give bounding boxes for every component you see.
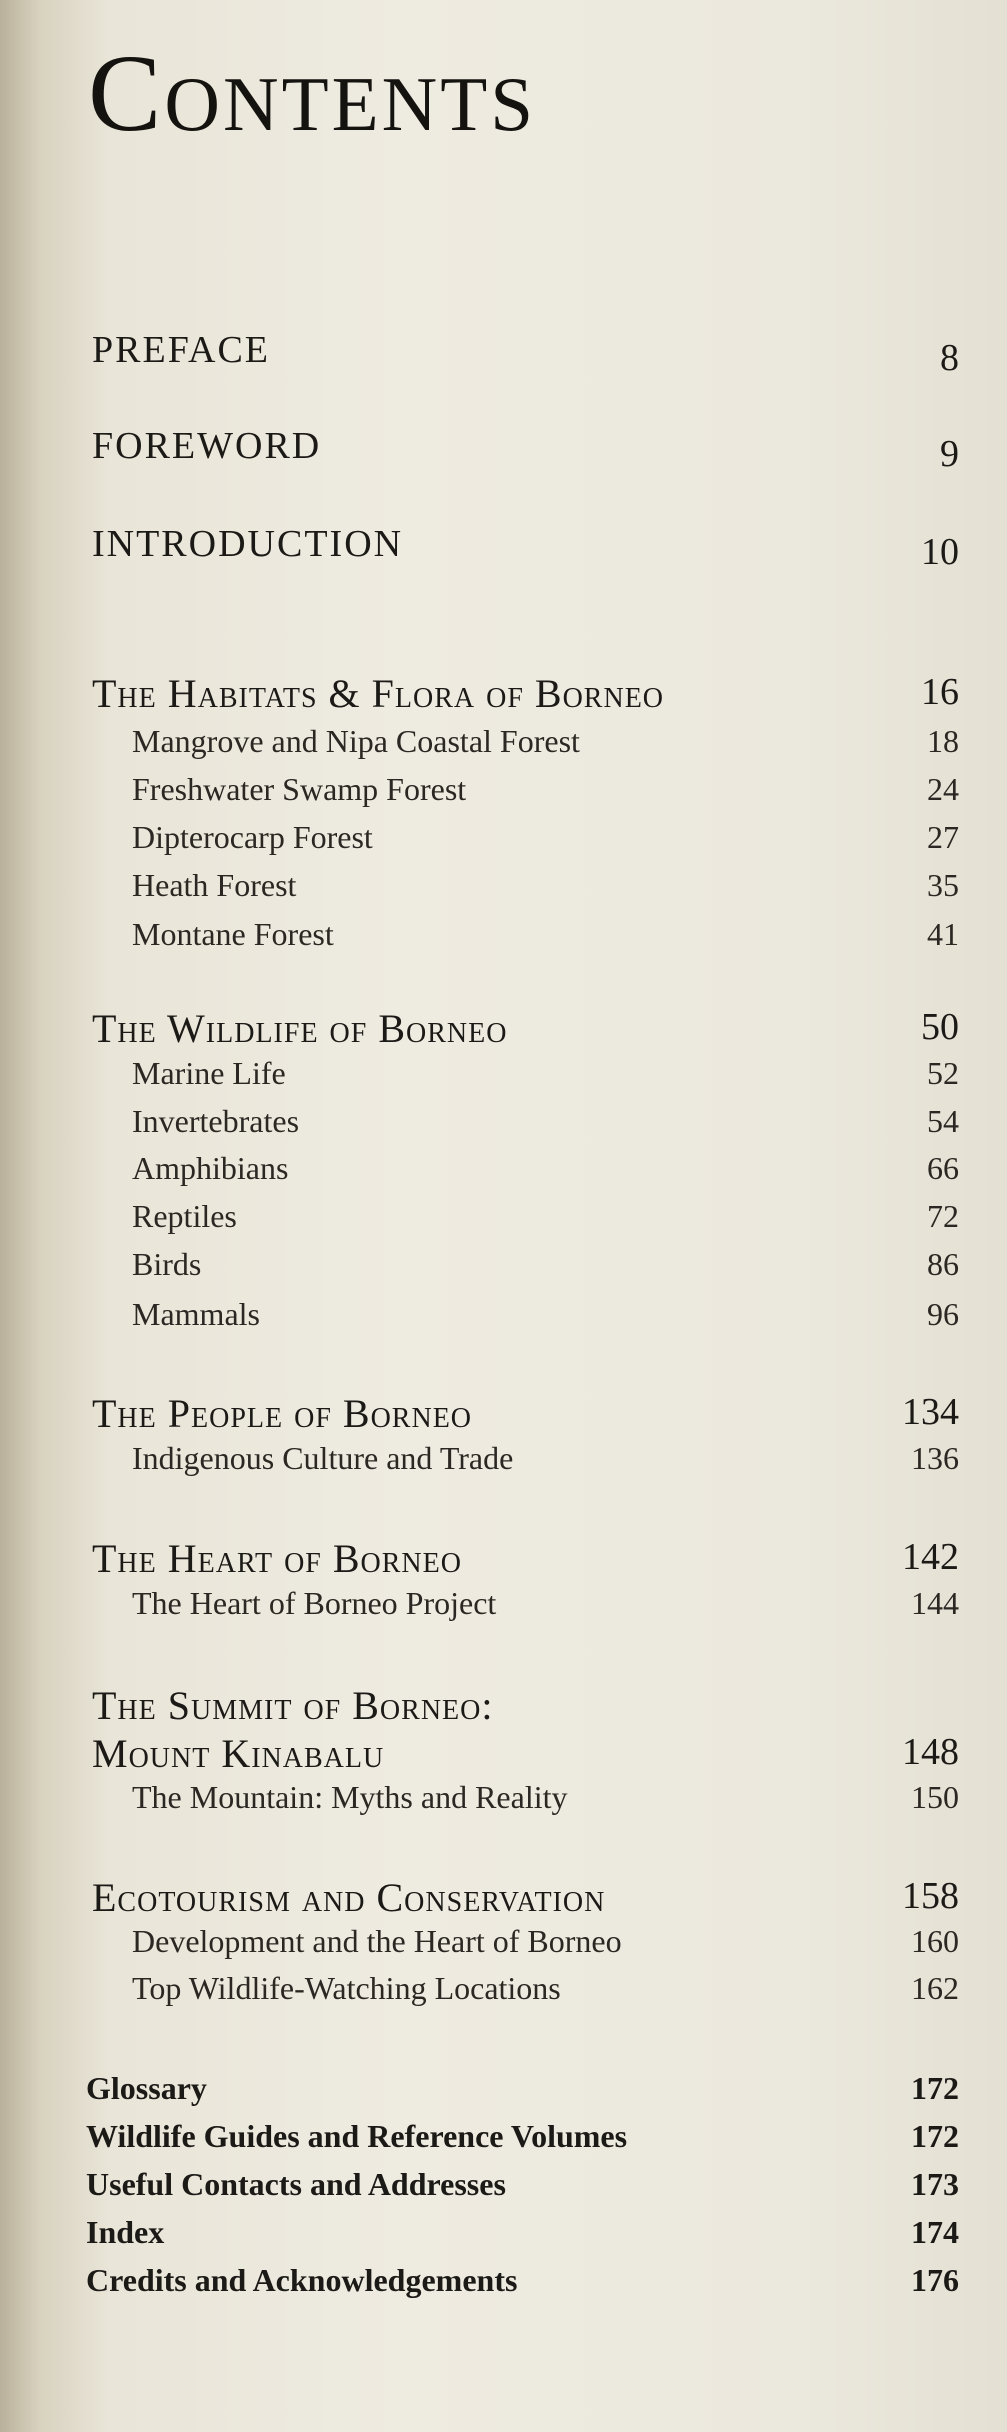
toc-entry-page: 150 xyxy=(911,1779,959,1815)
toc-section-wildlife[interactable] xyxy=(0,1005,1007,1055)
toc-section-summit[interactable] xyxy=(0,1682,1007,1732)
toc-entry[interactable] xyxy=(0,867,1007,917)
toc-entry-glossary[interactable] xyxy=(0,2070,1007,2120)
toc-entry-page: 72 xyxy=(927,1198,959,1234)
toc-entry-label: Mammals xyxy=(132,1296,260,1332)
toc-entry-label: Indigenous Culture and Trade xyxy=(132,1440,514,1476)
toc-entry[interactable] xyxy=(0,916,1007,966)
toc-entry-label: Heath Forest xyxy=(132,867,297,903)
toc-entry-page: 176 xyxy=(911,2262,959,2298)
toc-entry[interactable] xyxy=(0,1150,1007,1200)
toc-entry[interactable] xyxy=(0,1923,1007,1973)
toc-entry-label: Birds xyxy=(132,1246,202,1282)
toc-entry-page: 160 xyxy=(911,1923,959,1959)
toc-entry-page: 172 xyxy=(911,2118,959,2154)
toc-entry-label: Credits and Acknowledgements xyxy=(86,2262,518,2298)
toc-entry-page: 54 xyxy=(927,1103,959,1139)
toc-section-page: 148 xyxy=(902,1731,959,1773)
toc-entry-page: 35 xyxy=(927,867,959,903)
toc-entry-page: 162 xyxy=(911,1970,959,2006)
toc-section-page: 142 xyxy=(902,1536,959,1578)
toc-entry[interactable] xyxy=(0,723,1007,773)
toc-section-habitats[interactable] xyxy=(0,670,1007,720)
toc-entry-index[interactable] xyxy=(0,2214,1007,2264)
toc-entry[interactable] xyxy=(0,1296,1007,1346)
toc-entry-introduction[interactable] xyxy=(0,522,1007,572)
toc-entry[interactable] xyxy=(0,1198,1007,1248)
toc-entry-label: Invertebrates xyxy=(132,1103,300,1139)
toc-entry-label: INTRODUCTION xyxy=(92,523,404,565)
toc-section-page: 134 xyxy=(902,1391,959,1433)
toc-entry[interactable] xyxy=(0,1585,1007,1635)
toc-section-title: The Habitats & Flora of Borneo xyxy=(92,671,665,716)
toc-entry[interactable] xyxy=(0,1055,1007,1105)
toc-section-page: 158 xyxy=(902,1875,959,1917)
page-title: Contents xyxy=(88,32,537,154)
toc-entry-label: Index xyxy=(86,2214,165,2250)
toc-entry-label: Montane Forest xyxy=(132,916,334,952)
toc-entry-page: 52 xyxy=(927,1055,959,1091)
toc-entry-label: Dipterocarp Forest xyxy=(132,819,373,855)
toc-entry-label: Wildlife Guides and Reference Volumes xyxy=(86,2118,628,2154)
toc-entry-label: Glossary xyxy=(86,2070,207,2106)
toc-entry[interactable] xyxy=(0,1440,1007,1490)
toc-section-page: 50 xyxy=(921,1006,959,1048)
toc-entry-page: 174 xyxy=(911,2214,959,2250)
toc-section-people[interactable] xyxy=(0,1390,1007,1440)
toc-entry-label: Marine Life xyxy=(132,1055,286,1091)
toc-entry-credits[interactable] xyxy=(0,2262,1007,2312)
toc-entry-page: 173 xyxy=(911,2166,959,2202)
toc-entry-label: Top Wildlife-Watching Locations xyxy=(132,1970,561,2006)
toc-entry-foreword[interactable] xyxy=(0,424,1007,474)
toc-section-page: 16 xyxy=(921,671,959,713)
toc-section-ecotourism[interactable] xyxy=(0,1874,1007,1924)
toc-section-title-line1: The Summit of Borneo: xyxy=(92,1683,494,1728)
toc-entry-page: 66 xyxy=(927,1150,959,1186)
toc-entry-label: FOREWORD xyxy=(92,425,322,467)
toc-entry-label: Amphibians xyxy=(132,1150,289,1186)
toc-entry-label: Mangrove and Nipa Coastal Forest xyxy=(132,723,580,759)
toc-entry-label: Freshwater Swamp Forest xyxy=(132,771,467,807)
toc-entry[interactable] xyxy=(0,1970,1007,2020)
toc-entry-label: PREFACE xyxy=(92,329,271,371)
toc-entry-page: 41 xyxy=(927,916,959,952)
toc-entry-label: Reptiles xyxy=(132,1198,237,1234)
toc-entry-page: 86 xyxy=(927,1246,959,1282)
toc-entry-wildlife-guides[interactable] xyxy=(0,2118,1007,2168)
toc-entry-page: 27 xyxy=(927,819,959,855)
toc-section-heart[interactable] xyxy=(0,1535,1007,1585)
toc-entry-page: 136 xyxy=(911,1440,959,1476)
toc-section-title: The Wildlife of Borneo xyxy=(92,1006,508,1051)
toc-entry[interactable] xyxy=(0,1246,1007,1296)
toc-entry-page: 24 xyxy=(927,771,959,807)
toc-entry-label: Useful Contacts and Addresses xyxy=(86,2166,506,2202)
toc-entry-label: The Mountain: Myths and Reality xyxy=(132,1779,568,1815)
toc-entry-label: Development and the Heart of Borneo xyxy=(132,1923,622,1959)
toc-entry-page: 10 xyxy=(921,531,959,573)
toc-entry[interactable] xyxy=(0,1779,1007,1829)
toc-section-title: The People of Borneo xyxy=(92,1391,473,1436)
toc-section-title-line2: Mount Kinabalu xyxy=(92,1731,385,1776)
toc-entry-useful-contacts[interactable] xyxy=(0,2166,1007,2216)
toc-entry[interactable] xyxy=(0,771,1007,821)
toc-section-title: The Heart of Borneo xyxy=(92,1536,462,1581)
toc-entry-page: 18 xyxy=(927,723,959,759)
toc-entry-preface[interactable] xyxy=(0,328,1007,378)
toc-entry[interactable] xyxy=(0,1103,1007,1153)
toc-entry-page: 96 xyxy=(927,1296,959,1332)
toc-entry-page: 8 xyxy=(940,337,959,379)
toc-entry-page: 9 xyxy=(940,433,959,475)
toc-entry-label: The Heart of Borneo Project xyxy=(132,1585,497,1621)
toc-entry-page: 172 xyxy=(911,2070,959,2106)
toc-entry[interactable] xyxy=(0,819,1007,869)
toc-section-summit-line2[interactable] xyxy=(0,1730,1007,1780)
toc-section-title: Ecotourism and Conservation xyxy=(92,1875,606,1920)
toc-entry-page: 144 xyxy=(911,1585,959,1621)
